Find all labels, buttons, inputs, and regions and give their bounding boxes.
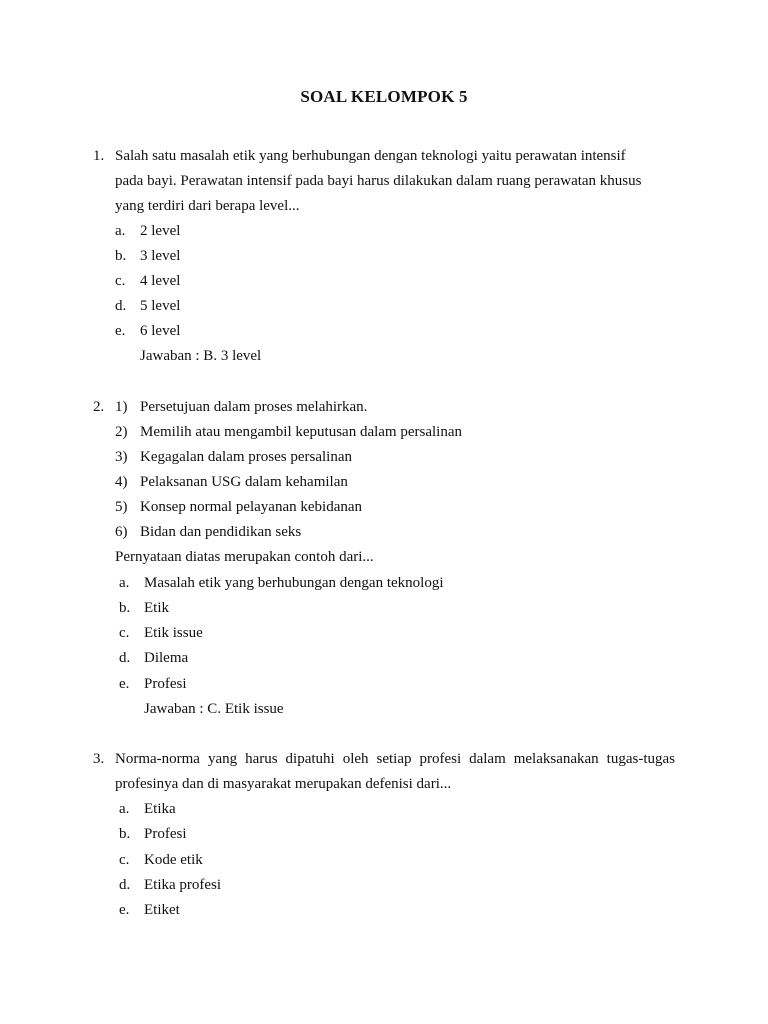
option-letter: e. [119, 676, 130, 692]
option-text: Etiket [144, 902, 180, 918]
option-letter: b. [119, 826, 131, 842]
option-text: Etika [144, 801, 176, 817]
option-letter: e. [119, 902, 130, 918]
statement-text: Bidan dan pendidikan seks [140, 524, 302, 540]
answer: Jawaban : B. 3 level [140, 348, 262, 364]
question-number: 3. [93, 751, 105, 767]
question-text-line: yang terdiri dari berapa level... [115, 198, 300, 214]
option-text: Profesi [144, 826, 187, 842]
statement-number: 1) [115, 399, 128, 415]
document-title: SOAL KELOMPOK 5 [300, 87, 468, 106]
statement-number: 4) [115, 474, 128, 490]
question-text-line: Salah satu masalah etik yang berhubungan dengan teknologi yaitu perawatan intensif [115, 148, 626, 164]
question-number: 1. [93, 148, 105, 164]
statement-text: Kegagalan dalam proses persalinan [140, 449, 352, 465]
option-letter: a. [115, 223, 126, 239]
question-text-line: profesinya dan di masyarakat merupakan defenisi dari... [115, 776, 452, 792]
option-letter: e. [115, 323, 126, 339]
option-letter: b. [115, 248, 127, 264]
statement-text: Pelaksanan USG dalam kehamilan [140, 474, 348, 490]
option-text: Dilema [144, 650, 189, 666]
question-text-line: pada bayi. Perawatan intensif pada bayi harus dilakukan dalam ruang perawatan khusus [115, 173, 642, 189]
statement-text: Memilih atau mengambil keputusan dalam persalinan [140, 424, 462, 440]
statement-text: Konsep normal pelayanan kebidanan [140, 499, 363, 515]
option-letter: c. [115, 273, 126, 289]
question-text-line: Norma-norma yang harus dipatuhi oleh setiap profesi dalam melaksanakan tugas-tugas [115, 751, 675, 767]
option-text: 4 level [140, 273, 181, 289]
option-letter: d. [115, 298, 127, 314]
option-text: Etik [144, 600, 169, 616]
statement-number: 6) [115, 524, 128, 540]
option-text: Etika profesi [144, 877, 222, 893]
option-text: Profesi [144, 676, 187, 692]
option-letter: b. [119, 600, 131, 616]
option-text: Kode etik [144, 852, 203, 868]
statement-number: 3) [115, 449, 128, 465]
statement-number: 2) [115, 424, 128, 440]
option-text: 5 level [140, 298, 181, 314]
option-text: 6 level [140, 323, 181, 339]
question-number: 2. [93, 399, 105, 415]
option-text: Etik issue [144, 625, 203, 641]
statement-text: Persetujuan dalam proses melahirkan. [140, 399, 368, 415]
option-letter: d. [119, 877, 131, 893]
option-letter: c. [119, 625, 130, 641]
option-letter: a. [119, 801, 130, 817]
option-text: Masalah etik yang berhubungan dengan teknologi [144, 575, 444, 591]
question-prompt: Pernyataan diatas merupakan contoh dari... [115, 549, 374, 565]
option-letter: d. [119, 650, 131, 666]
statement-number: 5) [115, 499, 128, 515]
answer: Jawaban : C. Etik issue [144, 701, 284, 717]
option-letter: a. [119, 575, 130, 591]
option-text: 2 level [140, 223, 181, 239]
option-text: 3 level [140, 248, 181, 264]
option-letter: c. [119, 852, 130, 868]
